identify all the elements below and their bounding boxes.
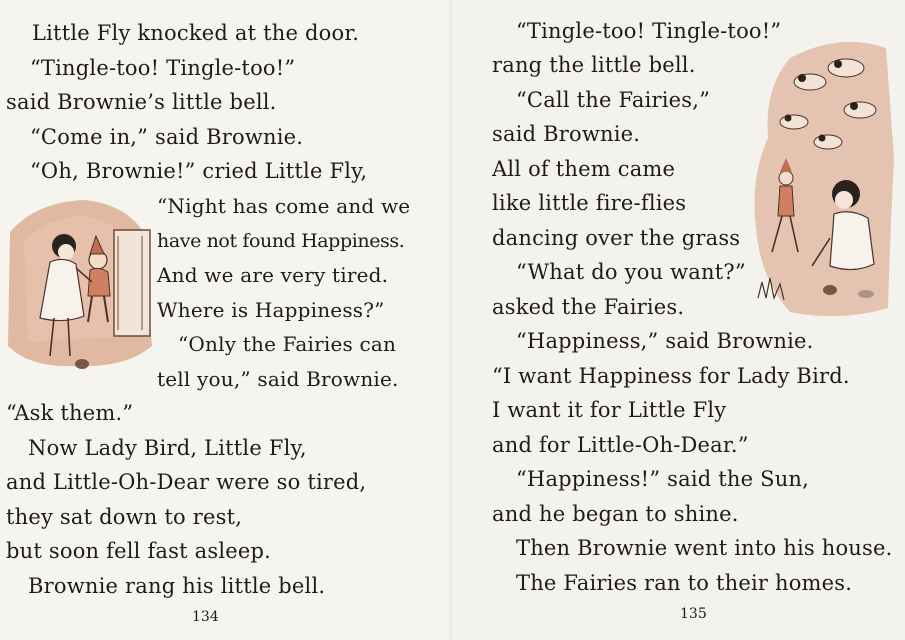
text-line: they sat down to rest, [6,505,243,529]
text-line: “Call the Fairies,” [516,88,711,112]
text-line: I want it for Little Fly [492,398,727,422]
left-page [0,0,452,640]
text-line: “Oh, Brownie!” cried Little Fly, [30,159,368,183]
text-line: have not found Happiness. [157,230,405,252]
text-line: “What do you want?” [516,260,746,284]
text-line: “Only the Fairies can [178,332,397,356]
text-line: “Tingle-too! Tingle-too!” [516,19,782,43]
text-line: The Fairies ran to their homes. [516,571,853,595]
page-number: 134 [192,609,219,625]
text-line: Where is Happiness?” [157,298,385,322]
text-line: but soon fell fast asleep. [6,539,272,563]
text-line: “Ask them.” [6,401,134,425]
page-number: 135 [680,606,707,622]
brownie-door-illustration [6,196,154,374]
text-line: Now Lady Bird, Little Fly, [28,436,307,460]
text-line: asked the Fairies. [492,295,685,319]
text-line: rang the little bell. [492,53,696,77]
text-line: dancing over the grass [492,226,741,250]
text-line: like little fire-flies [492,191,687,215]
text-line: “Happiness,” said Brownie. [516,329,814,353]
text-line: tell you,” said Brownie. [157,367,399,391]
text-line: Brownie rang his little bell. [28,574,326,598]
text-line: “Happiness!” said the Sun, [516,467,810,491]
text-line: and he began to shine. [492,502,739,526]
text-line: All of them came [492,157,676,181]
text-line: Then Brownie went into his house. [516,536,893,560]
right-page [452,0,905,640]
text-line: “I want Happiness for Lady Bird. [492,364,850,388]
text-line: said Brownie. [492,122,641,146]
text-line: “Tingle-too! Tingle-too!” [30,56,296,80]
text-line: said Brownie’s little bell. [6,90,277,114]
text-line: “Come in,” said Brownie. [30,125,304,149]
fairies-dancing-illustration [750,38,896,322]
text-line: Little Fly knocked at the door. [32,21,360,45]
text-line: “Night has come and we [157,194,411,218]
text-line: and Little-Oh-Dear were so tired, [6,470,367,494]
text-line: and for Little-Oh-Dear.” [492,433,749,457]
text-line: And we are very tired. [157,263,389,287]
